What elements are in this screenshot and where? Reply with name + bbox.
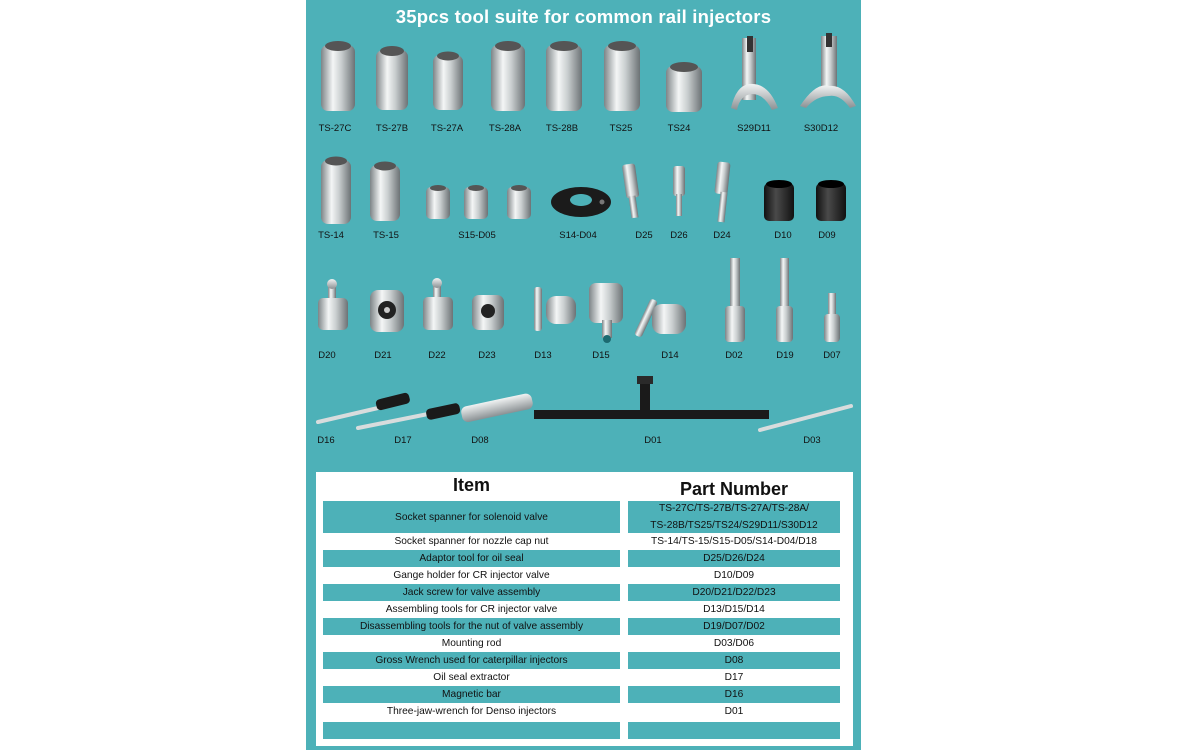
tool-label: D10 [774,230,792,241]
mounting-rod-d03 [760,406,851,430]
tool-label: D24 [713,230,731,241]
tool-label: D02 [725,350,743,361]
table-row-item: Magnetic bar [323,686,620,703]
jack-screw-d23 [472,295,504,330]
tool-label: TS-27C [318,123,352,134]
table-row-item: Oil seal extractor [433,672,510,683]
table-row-part: D10/D09 [713,570,755,581]
bit-d07 [824,293,840,342]
part-number-line: TS-28B/TS25/TS24/S29D11/S30D12 [650,520,818,531]
tool-label: D15 [592,350,610,361]
table-row-part: D08 [628,652,840,669]
tool-label: TS-27A [430,123,464,134]
table-row-item: Assembling tools for CR injector valve [385,604,558,615]
tool-label: S14-D04 [559,230,597,241]
adaptor-d24 [714,161,730,222]
table-row-part: D19/D07/D02 [628,618,840,635]
oil-seal-extractor-d17 [358,403,461,428]
tool-label: D16 [317,435,335,446]
socket-ts-28a [491,41,525,111]
tool-label: TS-15 [373,230,399,241]
ring-s14-d04 [551,187,611,217]
adaptor-d26 [673,166,685,216]
adaptor-d25 [622,163,640,218]
poster-title: 35pcs tool suite for common rail injectors [395,6,772,27]
socket-ts-27a [433,52,463,111]
table-row-item: Three-jaw-wrench for Denso injectors [386,706,557,717]
table-row-item: Jack screw for valve assembly [323,584,620,601]
jack-screw-d22 [423,278,453,330]
tool-label: TS-27B [375,123,409,134]
table-row-part: TS-14/TS-15/S15-D05/S14-D04/D18 [651,536,817,547]
tool-label: D03 [803,435,821,446]
table-row-item: Adaptor tool for oil seal [323,550,620,567]
tool-label: D07 [823,350,841,361]
tools-illustration [306,0,861,470]
table-row-item: Socket spanner for nozzle cap nut [394,536,549,547]
socket-ts25 [604,41,640,111]
tool-label: TS-14 [318,230,344,241]
tool-label: D20 [318,350,336,361]
socket-set-s15-d05 [426,185,531,219]
table-row-part: D16 [628,686,840,703]
holder-d10 [764,180,794,221]
three-jaw-wrench-d01 [534,376,769,419]
jack-screw-d21 [370,290,404,332]
bit-d19 [776,258,793,342]
table-row-item: Socket spanner for solenoid valve [323,501,620,533]
tool-label: TS25 [609,123,633,134]
socket-ts-14 [321,157,351,225]
socket-ts-27b [376,46,408,110]
tool-label: D21 [374,350,392,361]
part-number-column-header: Part Number [679,479,789,499]
assembling-tool-d14 [634,298,686,338]
gross-wrench-d08 [460,392,534,423]
table-row-item [323,722,620,739]
bit-d02 [725,258,745,342]
socket-ts-27c [321,41,355,111]
part-number-line: TS-27C/TS-27B/TS-27A/TS-28A/ [658,503,810,514]
tool-label: TS-28B [545,123,579,134]
tool-label: TS-28A [488,123,522,134]
assembling-tool-d13 [534,287,576,331]
socket-ts24 [666,62,702,112]
tool-label: D19 [776,350,794,361]
jack-screw-d20 [318,279,348,330]
tool-label: S15-D05 [458,230,496,241]
table-row-part: D20/D21/D22/D23 [628,584,840,601]
table-row-item: Mounting rod [441,638,502,649]
socket-ts-28b [546,41,582,111]
product-poster [306,0,861,750]
tool-label: D23 [478,350,496,361]
socket-ts-15 [370,162,400,222]
tool-label: S30D12 [803,123,839,134]
tool-label: TS24 [667,123,691,134]
holder-d09 [816,180,846,221]
table-row-item: Disassembling tools for the nut of valve assembly [323,618,620,635]
table-row-part: D25/D26/D24 [628,550,840,567]
table-row-item: Gross Wrench used for caterpillar injectors [323,652,620,669]
table-row-item: Gange holder for CR injector valve [393,570,550,581]
tool-label: D26 [670,230,688,241]
table-row-part [628,501,840,533]
tool-label: D13 [534,350,552,361]
table-row-part: D01 [724,706,744,717]
magnetic-bar-d16 [318,392,411,422]
assembling-tool-d15 [589,283,623,343]
parts-table [316,472,853,746]
tool-label: D09 [818,230,836,241]
puller-s29d11 [731,36,778,110]
tool-label: D14 [661,350,679,361]
tool-label: D01 [644,435,662,446]
table-row-part [628,722,840,739]
puller-s30d12 [800,33,856,108]
tool-label: D25 [635,230,653,241]
table-row-part: D13/D15/D14 [703,604,765,615]
tool-label: D17 [394,435,412,446]
tool-label: D08 [471,435,489,446]
table-row-part: D03/D06 [713,638,755,649]
tool-label: S29D11 [737,123,771,134]
table-row-part: D17 [724,672,744,683]
tool-label: D22 [428,350,446,361]
item-column-header: Item [452,475,490,495]
